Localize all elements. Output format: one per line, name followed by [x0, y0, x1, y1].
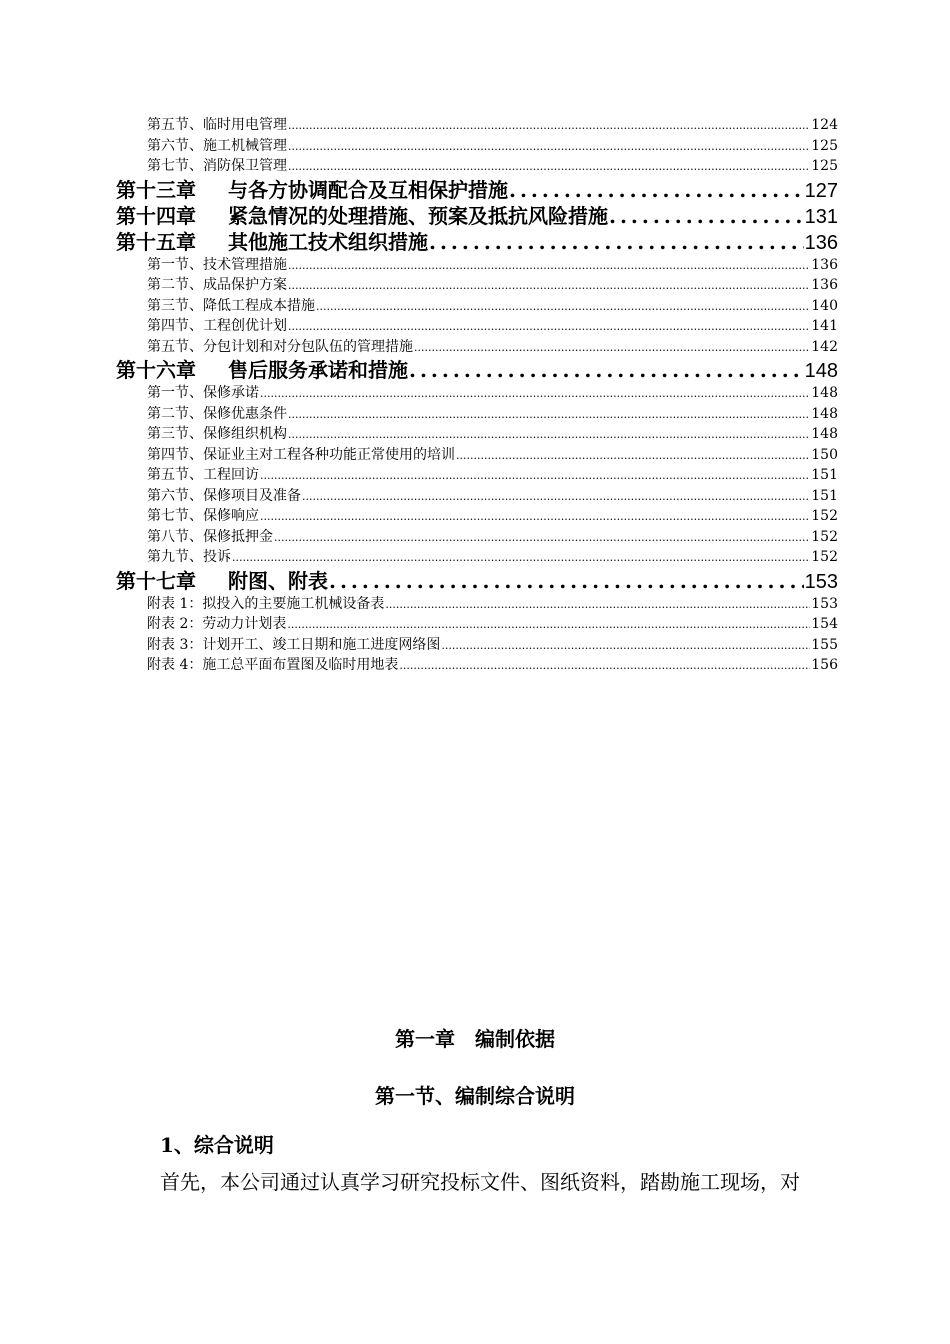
toc-chapter-entry[interactable] — [116, 229, 838, 255]
toc-entry-title: 第二节、成品保护方案 — [147, 277, 287, 293]
toc-entry-title: 第六节、保修项目及准备 — [147, 487, 301, 504]
toc-dot-leader — [329, 568, 804, 594]
toc-chapter-title: 其他施工技术组织措施 — [228, 229, 428, 254]
toc-page-number: 152 — [811, 528, 838, 545]
toc-entry-title: 第五节、临时用电管理 — [147, 117, 287, 133]
toc-entry-title: 第一节、技术管理措施 — [147, 256, 287, 273]
toc-entry-title: 第五节、分包计划和对分包队伍的管理措施 — [147, 338, 413, 355]
toc-dot-leader — [274, 528, 810, 548]
toc-page-number: 127 — [804, 179, 838, 202]
toc-page-number: 152 — [811, 549, 838, 565]
toc-section-entry[interactable] — [116, 445, 838, 466]
toc-dot-leader — [288, 137, 810, 157]
toc-page-number: 124 — [811, 117, 838, 133]
toc-dot-leader — [302, 487, 810, 507]
toc-entry-title — [116, 357, 408, 383]
toc-entry-title: 第一节、保修承诺 — [147, 385, 259, 401]
toc-dot-leader — [609, 203, 804, 229]
toc-dot-leader — [260, 384, 810, 404]
toc-page-number: 156 — [811, 657, 838, 673]
table-of-contents — [116, 115, 838, 676]
toc-chapter-entry[interactable] — [116, 177, 838, 203]
toc-page-number: 136 — [804, 231, 838, 254]
toc-entry-title: 第七节、消防保卫管理 — [147, 158, 287, 174]
toc-dot-leader — [399, 656, 810, 676]
toc-dot-leader — [288, 256, 810, 276]
toc-chapter-entry[interactable] — [116, 203, 838, 229]
toc-chapter-number: 第十四章 — [116, 203, 196, 228]
toc-section-entry[interactable] — [116, 383, 838, 404]
toc-section-entry[interactable] — [116, 594, 838, 615]
toc-section-entry[interactable] — [116, 527, 838, 548]
toc-dot-leader — [288, 425, 810, 445]
toc-entry-title: 附表 1：拟投入的主要施工机械设备表 — [147, 595, 385, 612]
toc-page-number: 141 — [811, 318, 838, 334]
toc-entry-title: 第九节、投诉 — [147, 549, 231, 565]
toc-chapter-number: 第十三章 — [116, 177, 196, 202]
toc-page-number: 136 — [811, 256, 838, 273]
toc-dot-leader — [288, 116, 810, 136]
toc-entry-title: 第七节、保修响应 — [147, 508, 259, 524]
toc-dot-leader — [288, 157, 810, 177]
toc-section-entry[interactable] — [116, 506, 838, 527]
toc-section-entry[interactable] — [116, 296, 838, 317]
toc-dot-leader — [288, 317, 810, 337]
toc-entry-title: 第六节、施工机械管理 — [147, 137, 287, 154]
toc-entry-title: 第四节、保证业主对工程各种功能正常使用的培训 — [147, 446, 455, 463]
toc-entry-title: 第三节、降低工程成本措施 — [147, 297, 315, 314]
toc-entry-title: 第二节、保修优惠条件 — [147, 405, 287, 422]
toc-entry-title — [116, 568, 328, 594]
toc-section-entry[interactable] — [116, 547, 838, 568]
toc-section-entry[interactable] — [116, 337, 838, 358]
toc-section-entry[interactable] — [116, 255, 838, 276]
toc-page-number: 153 — [804, 570, 838, 593]
toc-entry-title: 附表 3：计划开工、竣工日期和施工进度网络图 — [147, 636, 441, 653]
toc-dot-leader — [260, 466, 810, 486]
toc-dot-leader — [429, 229, 804, 255]
toc-chapter-number: 第十六章 — [116, 358, 196, 382]
toc-entry-title: 第四节、工程创优计划 — [147, 318, 287, 334]
toc-chapter-title: 紧急情况的处理措施、预案及抵抗风险措施 — [228, 203, 608, 228]
toc-entry-title: 附表 4：施工总平面布置图及临时用地表 — [147, 657, 399, 673]
toc-dot-leader — [456, 446, 810, 466]
toc-section-entry[interactable] — [116, 156, 838, 177]
toc-dot-leader — [232, 548, 810, 568]
toc-entry-title — [116, 177, 508, 203]
toc-section-entry[interactable] — [116, 424, 838, 445]
toc-section-entry[interactable] — [116, 655, 838, 676]
toc-page-number: 142 — [811, 338, 838, 355]
toc-dot-leader — [288, 276, 810, 296]
toc-section-entry[interactable] — [116, 136, 838, 157]
toc-dot-leader — [441, 636, 810, 656]
toc-section-entry[interactable] — [116, 465, 838, 486]
toc-dot-leader — [287, 615, 810, 635]
toc-section-entry[interactable] — [116, 115, 838, 136]
toc-page-number: 140 — [811, 297, 838, 314]
toc-page-number: 154 — [811, 616, 838, 632]
toc-entry-title: 第五节、工程回访 — [147, 467, 259, 483]
toc-section-entry[interactable] — [116, 404, 838, 425]
toc-page-number: 150 — [811, 446, 838, 463]
toc-section-entry[interactable] — [116, 316, 838, 337]
toc-entry-title — [116, 229, 428, 255]
toc-dot-leader — [288, 405, 810, 425]
toc-chapter-title: 附图、附表 — [228, 568, 328, 593]
toc-page-number: 153 — [811, 595, 838, 612]
toc-entry-title: 第三节、保修组织机构 — [147, 426, 287, 442]
toc-page-number: 131 — [804, 205, 838, 228]
toc-page-number: 125 — [811, 137, 838, 154]
toc-chapter-entry[interactable] — [116, 568, 838, 594]
toc-page-number: 155 — [811, 636, 838, 653]
toc-page-number: 125 — [811, 158, 838, 174]
toc-chapter-entry[interactable] — [116, 357, 838, 383]
toc-entry-title: 附表 2：劳动力计划表 — [147, 616, 287, 632]
toc-page-number: 151 — [811, 467, 838, 483]
toc-page-number: 152 — [811, 508, 838, 524]
toc-page-number: 148 — [811, 385, 838, 401]
toc-dot-leader — [385, 595, 810, 615]
toc-section-entry[interactable] — [116, 635, 838, 656]
toc-section-entry[interactable] — [116, 275, 838, 296]
toc-chapter-title: 与各方协调配合及互相保护措施 — [228, 177, 508, 202]
body-paragraph: 首先，本公司通过认真学习研究投标文件、图纸资料，踏勘施工现场，对 — [160, 1170, 800, 1194]
chapter-heading: 第一章 编制依据 — [395, 1027, 555, 1051]
toc-dot-leader — [316, 297, 810, 317]
toc-page-number: 148 — [804, 360, 838, 382]
toc-section-entry[interactable] — [116, 486, 838, 507]
toc-page-number: 148 — [811, 405, 838, 422]
toc-page-number: 151 — [811, 487, 838, 504]
toc-chapter-title: 售后服务承诺和措施 — [228, 358, 408, 382]
toc-section-entry[interactable] — [116, 614, 838, 635]
toc-page-number: 136 — [811, 277, 838, 293]
toc-entry-title: 第八节、保修抵押金 — [147, 528, 273, 545]
subsection-heading: 1、综合说明 — [160, 1133, 274, 1157]
toc-dot-leader — [414, 338, 810, 358]
toc-chapter-number: 第十五章 — [116, 229, 196, 254]
toc-dot-leader — [409, 357, 804, 383]
toc-dot-leader — [260, 507, 810, 527]
section-heading: 第一节、编制综合说明 — [375, 1084, 575, 1108]
toc-chapter-number: 第十七章 — [116, 568, 196, 593]
toc-page-number: 148 — [811, 426, 838, 442]
toc-dot-leader — [509, 177, 804, 203]
toc-entry-title — [116, 203, 608, 229]
